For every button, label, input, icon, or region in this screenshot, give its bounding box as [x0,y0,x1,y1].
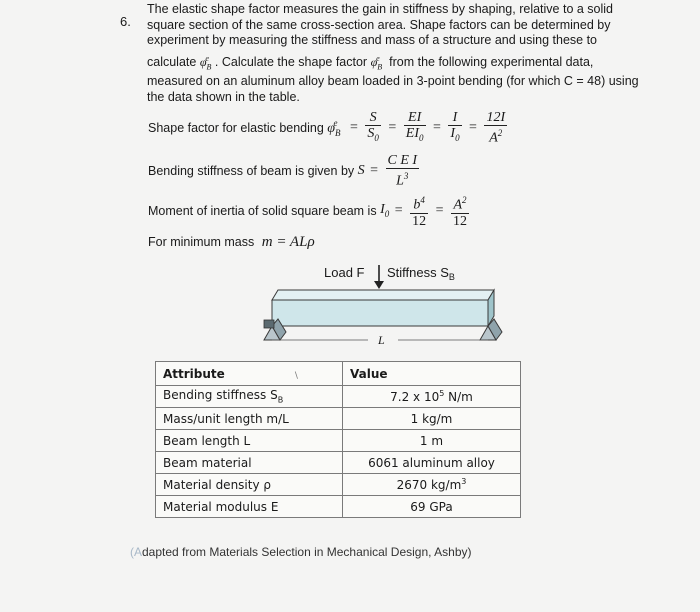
mass-expression: m = ALρ [261,234,315,250]
question-text [147,2,637,105]
phi-symbol-2: $\varphi_B^e$ [370,53,383,71]
mass-equation [148,234,315,251]
question-line-6: the data shown in the table. [147,89,300,104]
table-header-row [156,362,521,386]
frac-12i-over-a2: $\frac{12I}{A^2}$ [486,110,506,146]
table-row: Bending stiffness $S_B$ 7.2 x $10^5$ N/m [156,386,521,408]
table-row: Mass/unit length m/L 1 kg/m [156,408,521,430]
attribute-table [155,361,521,518]
question-line-3: experiment by measuring the stiffness and mass of a structure and using these to [147,33,598,47]
moi-label: Moment of inertia of solid square beam is [148,203,377,218]
phi-symbol-eq: $\varphi_B^e$ [327,118,341,138]
stiffness-label: Bending stiffness of beam is given by [148,163,355,178]
moment-of-inertia-equation: Moment of inertia of solid square beam is $I_0$ = $\frac{b^4}{12}$ = $\frac{A^2}{12}$ [148,195,467,229]
shape-factor-label: Shape factor for elastic bending [148,120,324,135]
beam-diagram [250,262,510,354]
load-label: Load F [324,265,365,280]
beam-body [272,290,494,326]
question-line-5: measured on an aluminum alloy beam loaded in 3-point bending (for which C = 48) using [147,74,639,89]
question-line-2: square section of the same cross-section area. Shape factors can be determined by [147,17,611,32]
span-dimension [272,333,488,347]
span-label: L [378,333,385,347]
stiffness-label: Stiffness $S_B$ [387,265,455,282]
table-row: Beam material 6061 aluminum alloy [156,452,521,474]
line4-post: from the following experimental data, [385,54,594,69]
frac-a2-over-12: $\frac{A^2}{12}$ [453,195,467,229]
table-row: Beam length L 1 m [156,430,521,452]
question-line-4 [147,49,637,75]
stiffness-equation: Bending stiffness of beam is given by S = $\frac{\text{C E I}}{L^3}$ [148,153,418,189]
line4-mid: . Calculate the shape factor [214,54,371,69]
question-number: 6. [120,14,131,29]
table-row: Material density ρ 2670 $kg/m^3$ [156,474,521,496]
header-value: Value [343,362,521,386]
frac-i-over-i0: $\frac{I}{I_0}$ [450,110,460,143]
frac-cei-over-l3: $\frac{\text{C E I}}{L^3}$ [387,153,418,189]
table-row: Material modulus E 69 GPa [156,496,521,518]
mass-label: For minimum mass [148,235,255,249]
phi-symbol-1: $\varphi_B^e$ [199,53,212,71]
line4-pre: calculate [147,54,200,69]
frac-s-over-s0: $\frac{S}{S_0}$ [367,110,379,143]
i0-symbol: $I_0$ [380,202,390,220]
source-caption: (Adapted from Materials Selection in Mechanical Design, Ashby) [130,545,472,559]
load-arrow-icon [374,265,384,289]
frac-b4-over-12: $\frac{b^4}{12}$ [412,195,427,229]
header-attribute: Attribute \ [156,362,343,386]
shape-factor-equation: Shape factor for elastic bending $\varphi_B^e$ = $\frac{S}{S_0}$ = $\frac{EI}{EI_0}$ = $\frac{I}{I_0}$ = $\frac{12I}{A^2}$ [148,110,506,146]
question-line-1: The elastic shape factor measures the gain in stiffness by shaping, relative to a solid [147,2,613,16]
frac-ei-over-ei0: $\frac{EI}{EI_0}$ [405,110,424,143]
